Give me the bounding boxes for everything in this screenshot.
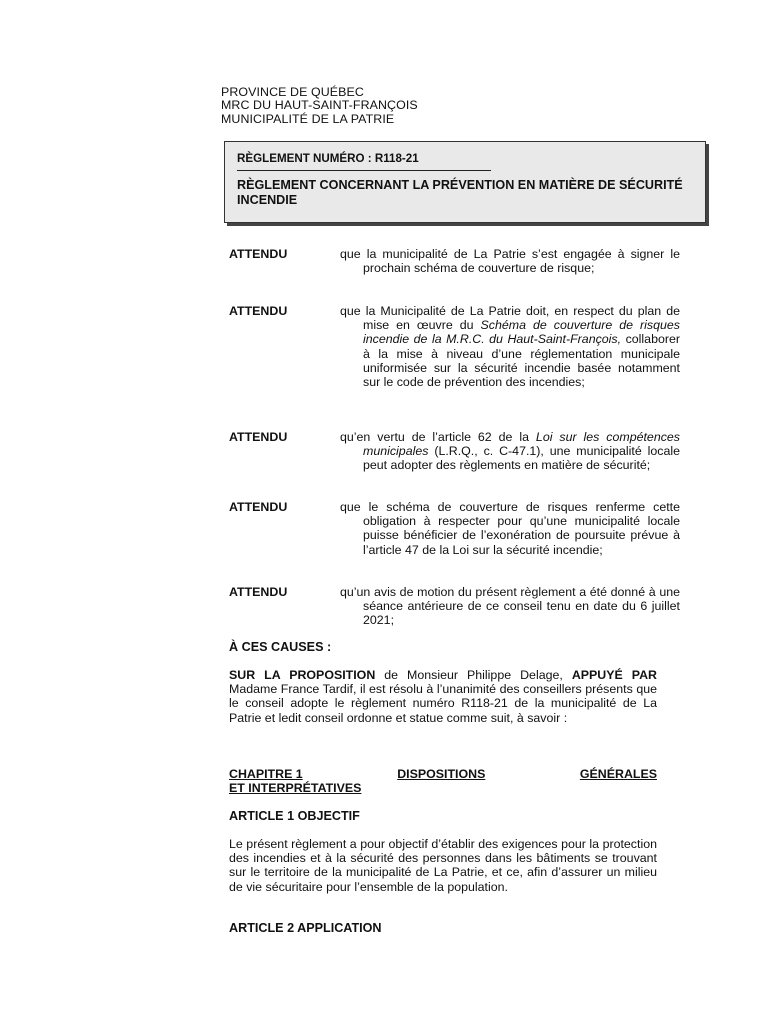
causes-heading: À CES CAUSES : [229, 640, 332, 654]
attendu-text-part: qu’en vertu de l’article 62 de la [340, 430, 536, 444]
attendu-label: ATTENDU [229, 585, 288, 599]
regulation-title-box [224, 141, 706, 223]
proposition-text: Madame France Tardif, il est résolu à l’unanimité des conseillers présents que le conseil adopte le règlement numéro R118-21 de la municipalité de La Patrie et ledit conseil ordonne et statue comme suit, à savoir : [229, 682, 657, 725]
seconded-by-label: APPUYÉ PAR [571, 668, 658, 682]
province-line: PROVINCE DE QUÉBEC [221, 85, 364, 99]
law-title-italic: Loi sur les compétences municipales [363, 430, 680, 459]
chapter-number: CHAPITRE 1 [229, 767, 303, 781]
article-1-text: Le présent règlement a pour objectif d’établir des exigences pour la protection des incendies et à la sécurité des personnes dans les bâtiments se trouvant sur le territoire de la municipalité de La Patrie, et ce, afin d’assurer un milieu de vie sécuritaire pour l’ensemble de la population. [229, 837, 657, 894]
regulation-number: RÈGLEMENT NUMÉRO : R118-21 [237, 152, 419, 165]
attendu-text: que la municipalité de La Patrie s’est engagée à signer le prochain schéma de couverture de risque; [340, 247, 680, 276]
schema-title-italic: Schéma de couverture de risques incendie de la M.R.C. du Haut-Saint-François, [363, 318, 680, 347]
attendu-text: qu’un avis de motion du présent règlement a été donné à une séance antérieure de ce conseil tenu en date du 6 juillet 2021; [340, 585, 680, 628]
chapter-heading-line [229, 781, 657, 795]
regulation-title: RÈGLEMENT CONCERNANT LA PRÉVENTION EN MATIÈRE DE SÉCURITÉ INCENDIE [237, 178, 683, 207]
chapter-heading [229, 767, 657, 795]
attendu-text [340, 304, 680, 389]
proposition-lead: SUR LA PROPOSITION [229, 668, 376, 682]
attendu-label: ATTENDU [229, 247, 288, 261]
chapter-word: DISPOSITIONS [397, 767, 486, 781]
attendu-label: ATTENDU [229, 500, 288, 514]
attendu-text-part: collaborer à la mise à niveau d’une réglementation municipale uniformisée sur la sécurité incendie basée notamment sur le code de prévention des incendies; [363, 332, 680, 390]
chapter-word: GÉNÉRALES [579, 767, 657, 781]
attendu-text-part: (L.R.Q., c. C-47.1), une municipalité locale peut adopter des règlements en matière de sécurité; [363, 444, 680, 473]
mrc-line: MRC DU HAUT-SAINT-FRANÇOIS [221, 98, 418, 113]
municipality-line: MUNICIPALITÉ DE LA PATRIE [221, 111, 395, 126]
article-2-heading: ARTICLE 2 APPLICATION [229, 921, 382, 935]
attendu-label: ATTENDU [229, 304, 288, 318]
attendu-text [340, 430, 680, 473]
article-1-heading: ARTICLE 1 OBJECTIF [229, 809, 360, 823]
chapter-heading-line [229, 767, 657, 781]
attendu-label: ATTENDU [229, 430, 288, 444]
chapter-subtitle: ET INTERPRÉTATIVES [229, 781, 362, 795]
proposition-text: de Monsieur Philippe Delage, [375, 668, 572, 682]
attendu-text: que le schéma de couverture de risques renferme cette obligation à respecter pour qu’une municipalité locale puisse bénéficier de l’exonération de poursuite prévue à l’article 47 de la Loi sur la sécurité incendie; [340, 500, 680, 557]
title-divider [237, 170, 491, 171]
attendu-text-part: que la Municipalité de La Patrie doit, en respect du plan de mise en œuvre du [340, 304, 680, 333]
document-header [221, 86, 418, 126]
proposition-paragraph [229, 668, 657, 725]
